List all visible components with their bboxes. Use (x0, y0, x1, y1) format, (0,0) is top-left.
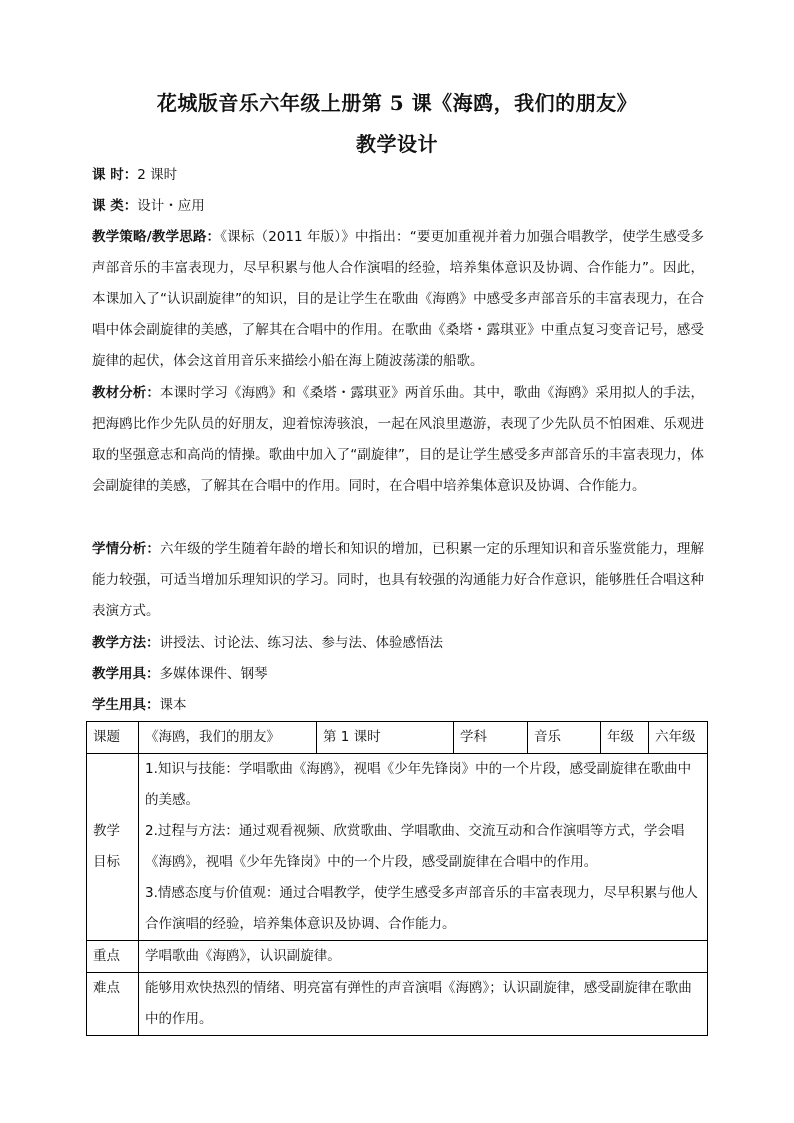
student-analysis-label: 学情分析： (92, 541, 161, 557)
table-row-key (87, 941, 708, 973)
hours-value: 2 课时 (137, 167, 178, 183)
page-subtitle: 教学设计 (356, 132, 438, 156)
topic-value-cell: 《海鸥，我们的朋友》 (139, 722, 317, 754)
method-value: 讲授法、讨论法、练习法、参与法、体验感悟法 (159, 635, 443, 651)
objective-process: 2.过程与方法：通过观看视频、欣赏歌曲、学唱歌曲、交流互动和合作演唱等方式，学会唱《海鸥》，视唱《少年先锋岗》中的一个片段，感受副旋律在合唱中的作用。 (145, 823, 685, 870)
subject-value-cell: 音乐 (528, 722, 601, 754)
subject-label-cell: 学科 (454, 722, 528, 754)
student-analysis-paragraph (92, 534, 704, 627)
grade-label-cell: 年级 (601, 722, 649, 754)
objectives-label-cell: 教学目标 (87, 754, 139, 941)
tools-label: 教学用具： (92, 666, 160, 682)
objective-knowledge: 1.知识与技能：学唱歌曲《海鸥》，视唱《少年先锋岗》中的一个片段，感受副旋律在歌曲中的美感。 (145, 761, 692, 808)
type-line (92, 191, 704, 222)
student-analysis-text: 六年级的学生随着年龄的增长和知识的增加，已积累一定的乐理知识和音乐鉴赏能力，理解能力较强，可适当增加乐理知识的学习。同时，也具有较强的沟通能力好合作意识，能够胜任合唱这种表演方式。 (92, 541, 705, 619)
lesson-cell: 第 1 课时 (317, 722, 454, 754)
lesson-plan-table (86, 721, 708, 1036)
type-label: 课 类： (92, 198, 138, 214)
tools-value: 多媒体课件、钢琴 (159, 666, 268, 682)
objective-attitude: 3.情感态度与价值观：通过合唱教学，使学生感受多声部音乐的丰富表现力，尽早积累与他人合作演唱的经验，培养集体意识及协调、合作能力。 (145, 885, 698, 932)
method-line (92, 628, 704, 659)
topic-label-cell: 课题 (87, 722, 139, 754)
strategy-label: 教学策略/教学思路： (92, 229, 221, 245)
table-row-topic (87, 722, 708, 754)
page-title: 花城版音乐六年级上册第 5 课《海鸥，我们的朋友》 (156, 91, 638, 115)
hours-label: 课 时： (92, 167, 138, 183)
key-value-cell: 学唱歌曲《海鸥》，认识副旋律。 (139, 941, 708, 973)
difficulty-value-cell: 能够用欢快热烈的情绪、明亮富有弹性的声音演唱《海鸥》；认识副旋律，感受副旋律在歌曲中的作用。 (139, 973, 708, 1036)
material-paragraph (92, 378, 704, 502)
key-label-cell: 重点 (87, 941, 139, 973)
student-tools-value: 课本 (159, 697, 187, 713)
student-tools-line (92, 690, 704, 721)
table-row-difficulty (87, 973, 708, 1036)
method-label: 教学方法： (92, 635, 160, 651)
material-label: 教材分析： (92, 385, 161, 401)
material-text: 本课时学习《海鸥》和《桑塔・露琪亚》两首乐曲。其中，歌曲《海鸥》采用拟人的手法，把海鸥比作少先队员的好朋友，迎着惊涛骇浪，一起在风浪里遨游，表现了少先队员不怕困难、乐观进取的坚强意志和高尚的情操。歌曲中加入了“副旋律”，目的是让学生感受多声部音乐的丰富表现力，体会副旋律的美感，了解其在合唱中的作用。同时，在合唱中培养集体意识及协调、合作能力。 (92, 385, 705, 494)
strategy-paragraph (92, 222, 704, 377)
strategy-text: 《课标（2011 年版）》中指出：“要更加重视并着力加强合唱教学，使学生感受多声部音乐的丰富表现力，尽早积累与他人合作演唱的经验，培养集体意识及协调、合作能力”。因此，本课加入了“认识副旋律”的知识，目的是让学生在歌曲《海鸥》中感受多声部音乐的丰富表现力，在合唱中体会副旋律的美感，了解其在合唱中的作用。在歌曲《桑塔・露琪亚》中重点复习变音记号，感受旋律的起伏，体会这首用音乐来描绘小船在海上随波荡漾的船歌。 (92, 229, 704, 369)
objectives-cell (139, 754, 708, 941)
difficulty-label-cell: 难点 (87, 973, 139, 1036)
hours-line (92, 160, 704, 191)
tools-line (92, 659, 704, 690)
student-tools-label: 学生用具： (92, 697, 160, 713)
grade-value-cell: 六年级 (649, 722, 708, 754)
table-row-objectives (87, 754, 708, 941)
type-value: 设计・应用 (137, 198, 205, 214)
